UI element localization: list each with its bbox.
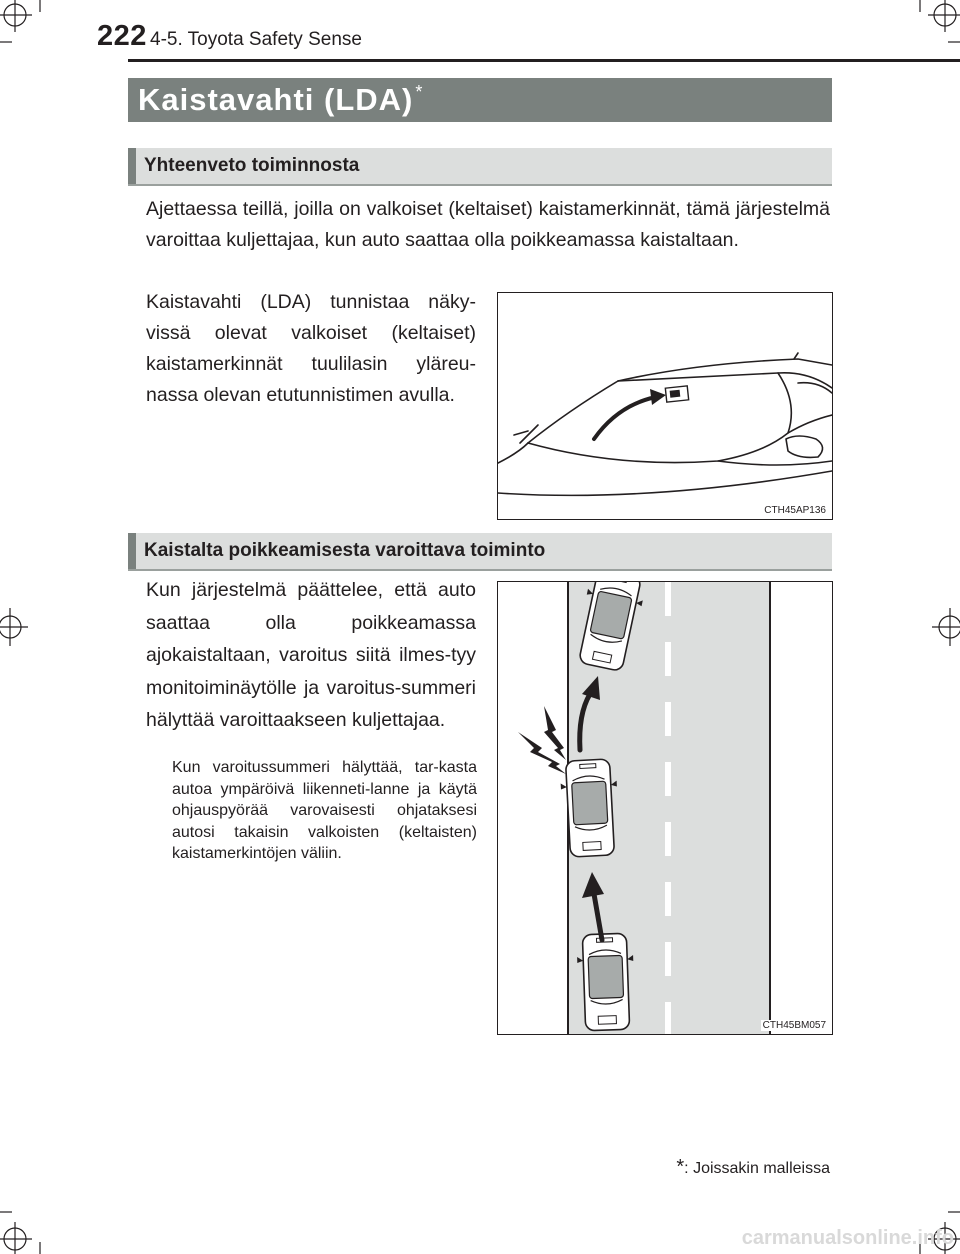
section-heading-summary [128, 148, 832, 186]
footnote-text: : Joissakin malleissa [684, 1160, 830, 1177]
page-title-text: Kaistavahti (LDA) [138, 82, 414, 117]
curved-arrow-icon [594, 389, 666, 439]
camera-sensor-icon [665, 386, 688, 402]
section-reference: 4-5. Toyota Safety Sense [150, 29, 362, 50]
intro-paragraph: Ajettaessa teillä, joilla on valkoiset (keltaiset) kaistamerkinnät, tämä järjestelmä varoittaa kuljettajaa, kun auto saattaa olla poikkeamassa kaistaltaan. [146, 198, 830, 251]
windshield-camera-figure [497, 292, 833, 520]
lane-departure-illustration [498, 582, 832, 1034]
lane-departure-figure [497, 581, 833, 1035]
warning-note-paragraph: Kun varoitussummeri hälyttää, tar-kasta autoa ympäröivä liikenneti-lanne ja käytä ohjauspyörää varovaisesti ohjataksesi autosi takaisin valkoisten (keltaisten) kaistamerkintöjen väliin. [172, 759, 477, 862]
title-asterisk-mark: * [415, 82, 424, 102]
section-heading-edge [128, 148, 136, 184]
footnote [676, 1156, 830, 1179]
page-number: 222 [97, 20, 147, 52]
windshield-illustration [498, 293, 832, 519]
header-rule [128, 59, 960, 62]
section-heading-edge [128, 533, 136, 569]
lane-departure-paragraph: Kun järjestelmä päättelee, että auto saattaa olla poikkeamassa ajokaistaltaan, varoitus siitä ilmes-tyy monitoiminäytölle ja varoitus-summeri hälyttää varoittaakseen kuljettajaa. [146, 579, 476, 731]
section-heading-text: Kaistalta poikkeamisesta varoittava toiminto [144, 540, 546, 561]
title-bar [128, 78, 832, 122]
camera-paragraph: Kaistavahti (LDA) tunnistaa näky-vissä olevat valkoiset (keltaiset) kaistamerkinnät tuulilasin yläreu-nassa olevan etutunnistimen avulla. [146, 291, 476, 406]
warning-zigzag-icon [518, 706, 566, 774]
page-title [138, 82, 423, 118]
car-bottom-icon [576, 933, 635, 1031]
section-heading-text: Yhteenveto toiminnosta [144, 155, 360, 176]
footnote-asterisk-mark: * [676, 1156, 685, 1178]
section-heading-lane-departure [128, 533, 832, 571]
figure-code: CTH45BM057 [762, 1020, 826, 1031]
figure-code: CTH45AP136 [764, 505, 826, 516]
watermark: carmanualsonline.info [741, 1227, 954, 1249]
